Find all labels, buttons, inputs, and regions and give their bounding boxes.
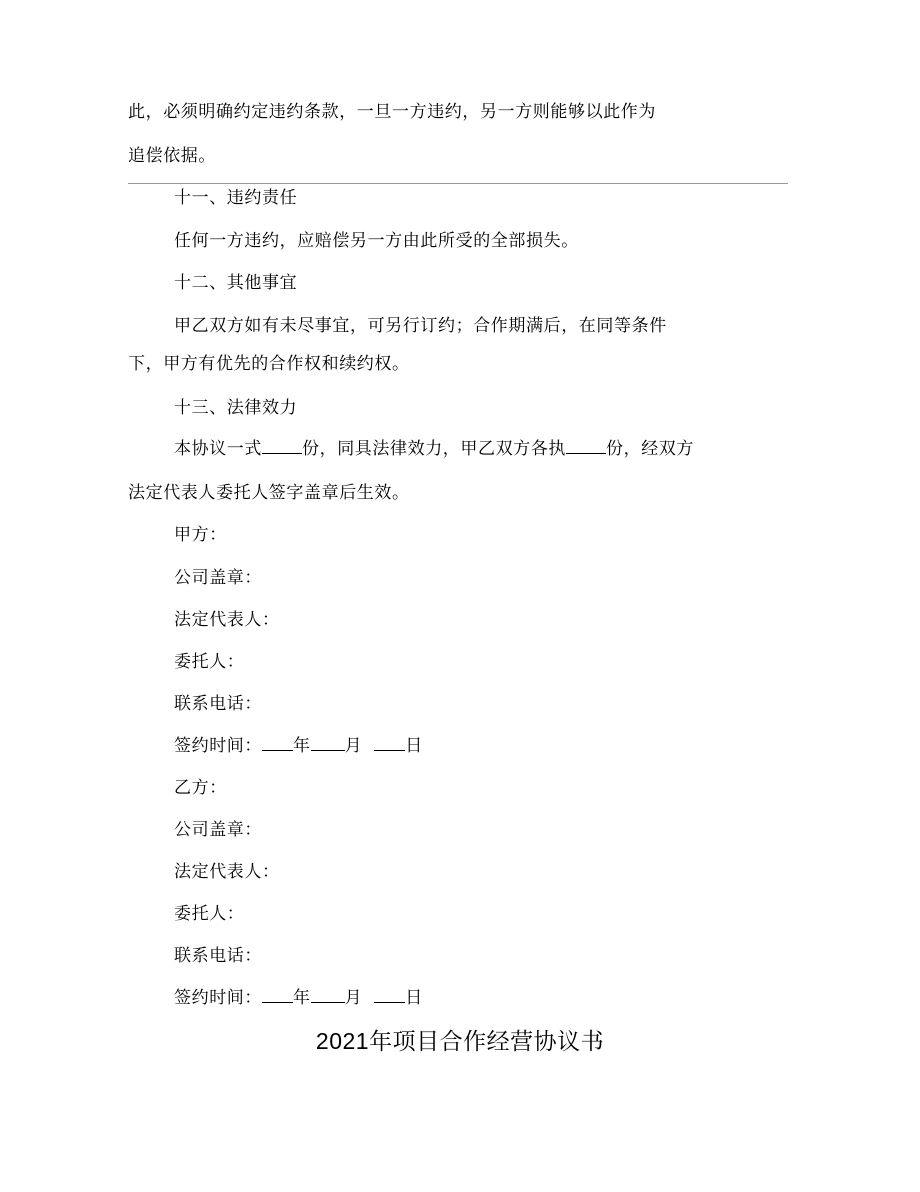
party-b-agent: 委托人： [174, 904, 245, 924]
party-b-day-blank [374, 987, 405, 1003]
party-b-day-label: 日 [405, 988, 423, 1008]
party-a-sign-time-label: 签约时间： [174, 736, 262, 756]
party-b-month-label: 月 [344, 988, 363, 1008]
party-b-label: 乙方： [174, 778, 227, 798]
copies-each-blank [566, 438, 606, 454]
party-b-phone: 联系电话： [174, 946, 262, 966]
continuation-line-1: 此，必须明确约定违约条款，一旦一方违约，另一方则能够以此作为 [128, 102, 656, 122]
section-11-heading: 十一、违约责任 [174, 188, 298, 208]
section-13-body-line-2: 法定代表人委托人签字盖章后生效。 [128, 483, 410, 503]
party-b-sign-time-label: 签约时间： [174, 988, 262, 1008]
party-a-legal-rep: 法定代表人： [174, 610, 280, 630]
title-text: 年项目合作经营协议书 [369, 1029, 605, 1055]
party-a-day-label: 日 [405, 736, 423, 756]
party-a-month-blank [311, 735, 345, 751]
party-b-year-label: 年 [293, 988, 311, 1008]
section-13-text-b: 份，同具法律效力，甲乙双方各执 [302, 439, 566, 459]
party-b-month-blank [311, 987, 345, 1003]
section-11-body: 任何一方违约，应赔偿另一方由此所受的全部损失。 [174, 231, 579, 251]
party-a-month-label: 月 [344, 736, 363, 756]
party-a-phone: 联系电话： [174, 694, 262, 714]
party-a-label: 甲方： [174, 525, 227, 545]
next-document-title [0, 1024, 920, 1059]
page-divider [128, 183, 788, 184]
section-13-text-c: 份，经双方 [606, 439, 694, 459]
party-a-seal: 公司盖章： [174, 568, 262, 588]
party-a-year-blank [262, 735, 293, 751]
party-a-year-label: 年 [293, 736, 311, 756]
party-b-sign-time [174, 986, 423, 1010]
party-a-sign-time [174, 734, 423, 758]
section-13-heading: 十三、法律效力 [174, 398, 298, 418]
party-a-agent: 委托人： [174, 652, 245, 672]
section-13-text-a: 本协议一式 [174, 439, 262, 459]
party-b-legal-rep: 法定代表人： [174, 862, 280, 882]
party-b-seal: 公司盖章： [174, 820, 262, 840]
section-12-heading: 十二、其他事宜 [174, 273, 298, 293]
title-year: 2021 [315, 1028, 370, 1054]
party-b-year-blank [262, 987, 293, 1003]
party-a-day-blank [374, 735, 405, 751]
section-12-body-line-2: 下，甲方有优先的合作权和续约权。 [128, 354, 410, 374]
copies-total-blank [262, 438, 302, 454]
section-13-body-line-1 [174, 437, 694, 461]
continuation-line-2: 追偿依据。 [128, 146, 216, 166]
section-12-body-line-1: 甲乙双方如有未尽事宜，可另行订约；合作期满后，在同等条件 [174, 316, 667, 336]
